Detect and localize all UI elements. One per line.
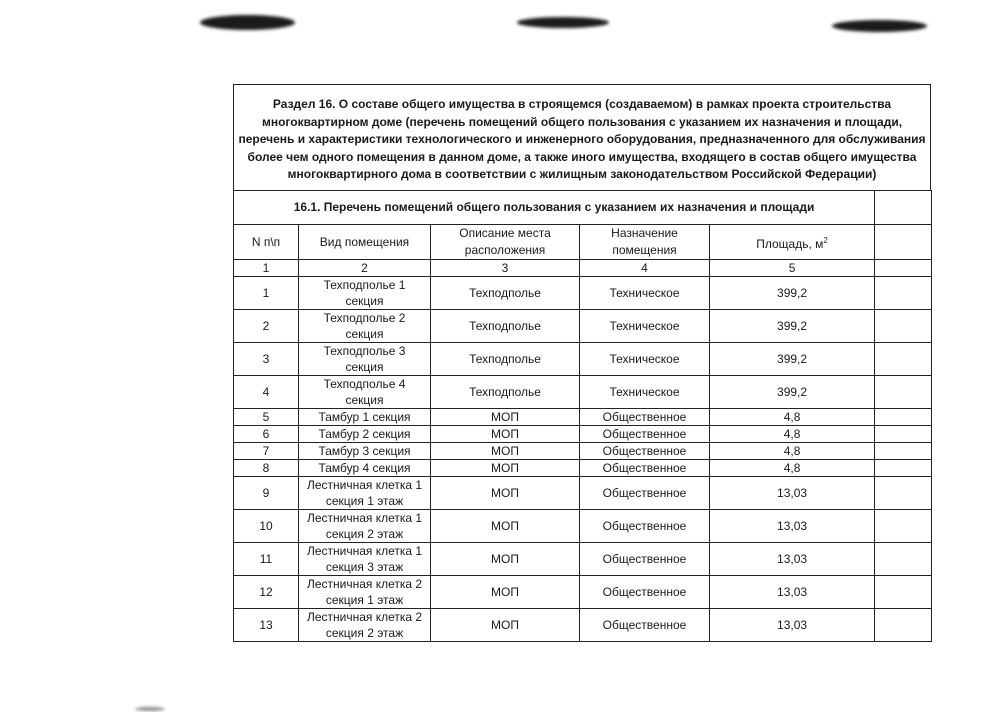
cell-location: Техподполье bbox=[431, 343, 580, 376]
empty-cell bbox=[875, 443, 932, 460]
cell-location: МОП bbox=[431, 477, 580, 510]
cell-purpose: Общественное bbox=[580, 460, 710, 477]
cell-location: Техподполье bbox=[431, 277, 580, 310]
table-row bbox=[234, 426, 932, 443]
cell-location: МОП bbox=[431, 426, 580, 443]
cell-type: Лестничная клетка 1 секция 1 этаж bbox=[299, 477, 431, 510]
cell-area: 399,2 bbox=[710, 376, 875, 409]
empty-cell bbox=[875, 191, 932, 225]
cell-area: 4,8 bbox=[710, 460, 875, 477]
empty-cell bbox=[875, 576, 932, 609]
cell-area: 4,8 bbox=[710, 443, 875, 460]
cell-num: 11 bbox=[234, 543, 299, 576]
cell-num: 7 bbox=[234, 443, 299, 460]
cell-num: 1 bbox=[234, 277, 299, 310]
table-row bbox=[234, 343, 932, 376]
cell-purpose: Общественное bbox=[580, 510, 710, 543]
cell-location: МОП bbox=[431, 460, 580, 477]
cell-type: Тамбур 3 секция bbox=[299, 443, 431, 460]
empty-cell bbox=[875, 543, 932, 576]
cell-location: Техподполье bbox=[431, 310, 580, 343]
cell-area: 4,8 bbox=[710, 426, 875, 443]
scan-smudge bbox=[135, 707, 165, 711]
cell-purpose: Общественное bbox=[580, 576, 710, 609]
scan-smudge bbox=[832, 20, 927, 32]
area-unit-sup: 2 bbox=[823, 235, 828, 245]
cell-type: Техподполье 1 секция bbox=[299, 277, 431, 310]
col-header-area bbox=[710, 225, 875, 260]
cell-type: Лестничная клетка 2 секция 2 этаж bbox=[299, 609, 431, 642]
col-number: 5 bbox=[710, 260, 875, 277]
table-row bbox=[234, 609, 932, 642]
column-number-row bbox=[234, 260, 932, 277]
empty-cell bbox=[875, 376, 932, 409]
cell-location: МОП bbox=[431, 510, 580, 543]
scan-smudge bbox=[517, 17, 609, 28]
col-header-location: Описание места расположения bbox=[431, 225, 580, 260]
cell-area: 399,2 bbox=[710, 277, 875, 310]
subsection-title: 16.1. Перечень помещений общего пользования с указанием их назначения и площади bbox=[234, 191, 875, 225]
cell-location: МОП bbox=[431, 576, 580, 609]
cell-location: МОП bbox=[431, 443, 580, 460]
table-row bbox=[234, 409, 932, 426]
cell-location: МОП bbox=[431, 609, 580, 642]
table-row bbox=[234, 460, 932, 477]
cell-area: 13,03 bbox=[710, 576, 875, 609]
table-row bbox=[234, 277, 932, 310]
cell-area: 13,03 bbox=[710, 609, 875, 642]
cell-area: 13,03 bbox=[710, 510, 875, 543]
empty-cell bbox=[875, 510, 932, 543]
cell-purpose: Общественное bbox=[580, 477, 710, 510]
cell-location: МОП bbox=[431, 409, 580, 426]
empty-cell bbox=[875, 277, 932, 310]
cell-purpose: Техническое bbox=[580, 343, 710, 376]
cell-purpose: Общественное bbox=[580, 543, 710, 576]
cell-type: Лестничная клетка 1 секция 2 этаж bbox=[299, 510, 431, 543]
section-title: Раздел 16. О составе общего имущества в строящемся (создаваемом) в рамках проекта строительства многоквартирном доме (перечень помещений общего пользования с указанием их назначения и площади, перечень и характеристики технологического и инженерного оборудования, предназначенного для обслуживания более чем одного помещения в данном доме, а также иного имущества, входящего в состав общего имущества многоквартирного дома в соответствии с жилищным законодательством Российской Федерации) bbox=[233, 84, 931, 190]
cell-num: 5 bbox=[234, 409, 299, 426]
table-row bbox=[234, 576, 932, 609]
cell-num: 13 bbox=[234, 609, 299, 642]
col-number: 1 bbox=[234, 260, 299, 277]
col-header-purpose: Назначение помещения bbox=[580, 225, 710, 260]
table-row bbox=[234, 310, 932, 343]
cell-num: 4 bbox=[234, 376, 299, 409]
cell-purpose: Общественное bbox=[580, 426, 710, 443]
table-row bbox=[234, 477, 932, 510]
col-header-type: Вид помещения bbox=[299, 225, 431, 260]
cell-type: Тамбур 1 секция bbox=[299, 409, 431, 426]
cell-area: 4,8 bbox=[710, 409, 875, 426]
cell-type: Тамбур 2 секция bbox=[299, 426, 431, 443]
cell-purpose: Общественное bbox=[580, 609, 710, 642]
cell-area: 399,2 bbox=[710, 310, 875, 343]
empty-cell bbox=[875, 426, 932, 443]
cell-type: Техподполье 4 секция bbox=[299, 376, 431, 409]
cell-location: Техподполье bbox=[431, 376, 580, 409]
cell-purpose: Общественное bbox=[580, 409, 710, 426]
subsection-row bbox=[234, 191, 932, 225]
empty-cell bbox=[875, 460, 932, 477]
empty-cell bbox=[875, 225, 932, 260]
empty-cell bbox=[875, 343, 932, 376]
empty-cell bbox=[875, 609, 932, 642]
cell-purpose: Общественное bbox=[580, 443, 710, 460]
cell-area: 13,03 bbox=[710, 543, 875, 576]
column-header-row bbox=[234, 225, 932, 260]
cell-area: 13,03 bbox=[710, 477, 875, 510]
table-row bbox=[234, 510, 932, 543]
scan-smudge bbox=[200, 15, 295, 30]
cell-num: 6 bbox=[234, 426, 299, 443]
col-number: 2 bbox=[299, 260, 431, 277]
cell-num: 12 bbox=[234, 576, 299, 609]
cell-num: 3 bbox=[234, 343, 299, 376]
cell-purpose: Техническое bbox=[580, 376, 710, 409]
col-number: 3 bbox=[431, 260, 580, 277]
cell-num: 8 bbox=[234, 460, 299, 477]
cell-type: Лестничная клетка 1 секция 3 этаж bbox=[299, 543, 431, 576]
cell-type: Техподполье 3 секция bbox=[299, 343, 431, 376]
empty-cell bbox=[875, 409, 932, 426]
cell-area: 399,2 bbox=[710, 343, 875, 376]
area-label: Площадь, м bbox=[756, 236, 824, 251]
cell-type: Техподполье 2 секция bbox=[299, 310, 431, 343]
cell-num: 9 bbox=[234, 477, 299, 510]
empty-cell bbox=[875, 477, 932, 510]
cell-purpose: Техническое bbox=[580, 277, 710, 310]
cell-type: Тамбур 4 секция bbox=[299, 460, 431, 477]
cell-type: Лестничная клетка 2 секция 1 этаж bbox=[299, 576, 431, 609]
common-property-table bbox=[233, 190, 932, 642]
table-row bbox=[234, 543, 932, 576]
table-row bbox=[234, 443, 932, 460]
empty-cell bbox=[875, 310, 932, 343]
cell-purpose: Техническое bbox=[580, 310, 710, 343]
table-row bbox=[234, 376, 932, 409]
cell-num: 10 bbox=[234, 510, 299, 543]
cell-num: 2 bbox=[234, 310, 299, 343]
cell-location: МОП bbox=[431, 543, 580, 576]
col-header-num: N п\п bbox=[234, 225, 299, 260]
empty-cell bbox=[875, 260, 932, 277]
col-number: 4 bbox=[580, 260, 710, 277]
